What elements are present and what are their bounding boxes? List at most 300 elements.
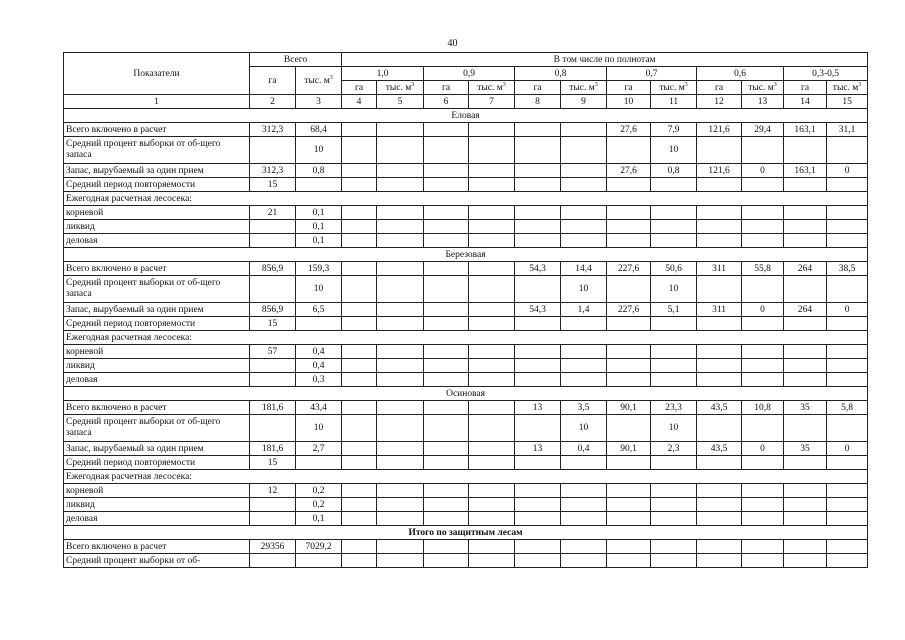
data-cell: 43,5	[697, 401, 742, 415]
data-cell	[377, 345, 424, 359]
column-number: 10	[607, 95, 651, 109]
data-cell	[827, 415, 868, 442]
data-cell	[342, 512, 377, 526]
data-cell	[377, 442, 424, 456]
data-cell: 0,2	[296, 484, 342, 498]
data-cell	[515, 164, 561, 178]
data-cell: 55,8	[742, 262, 784, 276]
data-cell	[607, 276, 651, 303]
data-cell	[742, 345, 784, 359]
table-row	[64, 164, 868, 178]
data-cell	[697, 373, 742, 387]
data-cell	[651, 512, 697, 526]
table-row	[64, 442, 868, 456]
data-cell: 0,1	[296, 206, 342, 220]
header-total: Всего	[250, 53, 342, 67]
data-cell	[469, 234, 515, 248]
data-cell	[827, 554, 868, 568]
data-cell	[561, 345, 607, 359]
column-number: 12	[697, 95, 742, 109]
data-cell	[515, 234, 561, 248]
column-number: 4	[342, 95, 377, 109]
data-cell: 311	[697, 303, 742, 317]
data-cell	[784, 276, 827, 303]
data-cell	[469, 442, 515, 456]
data-cell: 0,1	[296, 220, 342, 234]
data-cell	[607, 498, 651, 512]
header-density-2: 0,8	[515, 67, 607, 81]
data-cell: 14,4	[561, 262, 607, 276]
data-cell: 856,9	[250, 262, 296, 276]
data-cell	[424, 303, 469, 317]
data-cell	[561, 373, 607, 387]
data-cell	[607, 220, 651, 234]
header-total-thous-m3: тыс. $м^3$	[296, 67, 342, 95]
data-cell	[469, 123, 515, 137]
column-number-row	[64, 95, 868, 109]
header-unit-ha: га	[424, 81, 469, 95]
column-number: 1	[64, 95, 250, 109]
data-cell	[742, 498, 784, 512]
data-cell	[607, 178, 651, 192]
data-cell: 163,1	[784, 123, 827, 137]
data-cell	[561, 512, 607, 526]
column-number: 8	[515, 95, 561, 109]
data-cell	[827, 137, 868, 164]
data-cell: 181,6	[250, 401, 296, 415]
data-cell: 15	[250, 178, 296, 192]
data-cell	[469, 276, 515, 303]
data-cell	[784, 415, 827, 442]
data-cell	[424, 359, 469, 373]
row-label: корневой	[64, 484, 250, 498]
cutting-calculation-table	[63, 52, 868, 568]
column-number: 9	[561, 95, 607, 109]
table-row	[64, 345, 868, 359]
data-cell	[250, 359, 296, 373]
data-cell	[607, 554, 651, 568]
data-cell: 10	[561, 276, 607, 303]
header-unit-ha: га	[784, 81, 827, 95]
data-cell	[784, 317, 827, 331]
data-cell	[697, 276, 742, 303]
header-unit-thous-m3: тыс. $м^3$	[377, 81, 424, 95]
data-cell	[515, 206, 561, 220]
data-cell	[377, 498, 424, 512]
row-label: корневой	[64, 206, 250, 220]
data-cell: 0,4	[296, 345, 342, 359]
data-cell	[827, 276, 868, 303]
header-density-5: 0,3-0,5	[784, 67, 868, 81]
data-cell	[424, 401, 469, 415]
data-cell	[607, 415, 651, 442]
data-cell	[424, 206, 469, 220]
data-cell	[697, 206, 742, 220]
column-number: 5	[377, 95, 424, 109]
data-cell: 29,4	[742, 123, 784, 137]
data-cell	[515, 512, 561, 526]
data-cell	[515, 220, 561, 234]
data-cell	[342, 123, 377, 137]
data-cell	[424, 442, 469, 456]
data-cell	[342, 164, 377, 178]
data-cell	[742, 220, 784, 234]
data-cell	[515, 498, 561, 512]
data-cell	[784, 234, 827, 248]
data-cell	[697, 137, 742, 164]
table-row	[64, 498, 868, 512]
data-cell	[784, 220, 827, 234]
data-cell	[469, 137, 515, 164]
data-cell	[607, 234, 651, 248]
data-cell: 10	[651, 276, 697, 303]
table-row	[64, 206, 868, 220]
row-label: Всего включено в расчет	[64, 123, 250, 137]
data-cell	[469, 415, 515, 442]
data-cell	[784, 456, 827, 470]
data-cell: 23,3	[651, 401, 697, 415]
data-cell: 0,1	[296, 512, 342, 526]
data-cell	[250, 220, 296, 234]
data-cell	[742, 359, 784, 373]
data-cell	[607, 456, 651, 470]
data-cell	[697, 512, 742, 526]
data-cell: 0	[827, 164, 868, 178]
row-label: деловая	[64, 512, 250, 526]
data-cell	[827, 456, 868, 470]
data-cell	[377, 262, 424, 276]
data-cell	[424, 262, 469, 276]
data-cell	[469, 373, 515, 387]
row-label: Средний период повторяемости	[64, 456, 250, 470]
header-unit-ha: га	[697, 81, 742, 95]
data-cell	[561, 220, 607, 234]
data-cell	[827, 317, 868, 331]
data-cell: 13	[515, 442, 561, 456]
row-label: деловая	[64, 373, 250, 387]
column-number: 3	[296, 95, 342, 109]
data-cell: 90,1	[607, 442, 651, 456]
data-cell	[377, 359, 424, 373]
data-cell	[651, 554, 697, 568]
data-cell: 15	[250, 456, 296, 470]
data-cell	[342, 234, 377, 248]
data-cell	[424, 317, 469, 331]
data-cell: 121,6	[697, 123, 742, 137]
data-cell: 29356	[250, 540, 296, 554]
data-cell	[342, 262, 377, 276]
data-cell: 0	[827, 442, 868, 456]
data-cell: 43,5	[697, 442, 742, 456]
data-cell	[424, 540, 469, 554]
data-cell	[342, 206, 377, 220]
table-row	[64, 137, 868, 164]
column-number: 13	[742, 95, 784, 109]
data-cell	[469, 164, 515, 178]
table-row	[64, 220, 868, 234]
table-row	[64, 540, 868, 554]
header-unit-ha: га	[342, 81, 377, 95]
data-cell: 159,3	[296, 262, 342, 276]
data-cell	[342, 373, 377, 387]
table-row	[64, 192, 868, 206]
row-label: Всего включено в расчет	[64, 262, 250, 276]
data-cell	[424, 554, 469, 568]
data-cell	[784, 359, 827, 373]
header-density-1: 0,9	[424, 67, 515, 81]
data-cell	[561, 484, 607, 498]
data-cell	[651, 220, 697, 234]
data-cell	[515, 345, 561, 359]
data-cell	[742, 206, 784, 220]
data-cell: 10,8	[742, 401, 784, 415]
table-header	[64, 53, 868, 109]
data-cell	[469, 345, 515, 359]
data-cell	[561, 498, 607, 512]
data-cell	[377, 206, 424, 220]
data-cell	[784, 540, 827, 554]
data-cell	[827, 345, 868, 359]
data-cell	[377, 123, 424, 137]
data-cell: 13	[515, 401, 561, 415]
data-cell: 0,4	[296, 359, 342, 373]
data-cell: 12	[250, 484, 296, 498]
data-cell	[250, 415, 296, 442]
data-cell: 35	[784, 401, 827, 415]
data-cell	[377, 456, 424, 470]
header-unit-thous-m3: тыс. $м^3$	[742, 81, 784, 95]
data-cell: 10	[651, 137, 697, 164]
data-cell	[424, 498, 469, 512]
data-cell	[250, 512, 296, 526]
header-unit-thous-m3: тыс. $м^3$	[469, 81, 515, 95]
data-cell	[697, 456, 742, 470]
data-cell	[424, 345, 469, 359]
data-cell: 50,6	[651, 262, 697, 276]
data-cell	[377, 540, 424, 554]
row-label: Запас, вырубаемый за один прием	[64, 303, 250, 317]
data-cell	[296, 456, 342, 470]
header-density-4: 0,6	[697, 67, 784, 81]
row-label: Средний период повторяемости	[64, 178, 250, 192]
data-cell	[424, 234, 469, 248]
data-cell	[561, 234, 607, 248]
row-label: Запас, вырубаемый за один прием	[64, 164, 250, 178]
data-cell	[697, 234, 742, 248]
table-row	[64, 554, 868, 568]
section-title: Осиновая	[64, 387, 868, 401]
data-cell	[607, 373, 651, 387]
data-cell: 68,4	[296, 123, 342, 137]
table-body	[64, 109, 868, 568]
data-cell: 21	[250, 206, 296, 220]
data-cell	[250, 373, 296, 387]
data-cell	[561, 206, 607, 220]
data-cell: 10	[651, 415, 697, 442]
data-cell	[827, 206, 868, 220]
section-title-row	[64, 248, 868, 262]
row-label: Ежегодная расчетная лесосека:	[64, 470, 868, 484]
data-cell	[561, 317, 607, 331]
table-row	[64, 470, 868, 484]
data-cell	[296, 317, 342, 331]
data-cell	[827, 373, 868, 387]
data-cell	[377, 276, 424, 303]
data-cell	[515, 415, 561, 442]
data-cell	[784, 484, 827, 498]
data-cell	[651, 234, 697, 248]
data-cell	[561, 456, 607, 470]
section-title-row	[64, 526, 868, 540]
row-label: Ежегодная расчетная лесосека:	[64, 331, 868, 345]
data-cell	[515, 359, 561, 373]
data-cell	[515, 317, 561, 331]
data-cell	[469, 540, 515, 554]
header-unit-ha: га	[515, 81, 561, 95]
data-cell	[742, 276, 784, 303]
data-cell	[607, 540, 651, 554]
data-cell	[515, 540, 561, 554]
data-cell: 10	[296, 137, 342, 164]
data-cell	[377, 317, 424, 331]
data-cell	[342, 442, 377, 456]
data-cell	[742, 512, 784, 526]
data-cell	[561, 178, 607, 192]
table-row	[64, 373, 868, 387]
data-cell	[742, 540, 784, 554]
data-cell: 35	[784, 442, 827, 456]
data-cell	[607, 206, 651, 220]
data-cell: 264	[784, 303, 827, 317]
data-cell	[424, 512, 469, 526]
data-cell	[424, 123, 469, 137]
row-label: Всего включено в расчет	[64, 401, 250, 415]
row-label: Всего включено в расчет	[64, 540, 250, 554]
data-cell	[651, 178, 697, 192]
data-cell	[697, 178, 742, 192]
data-cell: 7029,2	[296, 540, 342, 554]
data-cell	[742, 178, 784, 192]
data-cell	[697, 359, 742, 373]
data-cell	[607, 484, 651, 498]
row-label: ликвид	[64, 498, 250, 512]
data-cell	[561, 137, 607, 164]
table-row	[64, 123, 868, 137]
data-cell	[469, 498, 515, 512]
column-number: 6	[424, 95, 469, 109]
data-cell: 7,9	[651, 123, 697, 137]
data-cell: 1,4	[561, 303, 607, 317]
data-cell	[784, 554, 827, 568]
section-title-row	[64, 109, 868, 123]
data-cell: 227,6	[607, 303, 651, 317]
table-row	[64, 512, 868, 526]
data-cell	[515, 178, 561, 192]
table-row	[64, 276, 868, 303]
data-cell	[607, 137, 651, 164]
table-row	[64, 234, 868, 248]
data-cell	[827, 540, 868, 554]
data-cell	[469, 303, 515, 317]
data-cell: 0	[742, 303, 784, 317]
data-cell	[651, 359, 697, 373]
data-cell	[469, 220, 515, 234]
row-label: Запас, вырубаемый за один прием	[64, 442, 250, 456]
data-cell: 0,4	[561, 442, 607, 456]
data-cell	[561, 554, 607, 568]
data-cell	[250, 554, 296, 568]
data-cell	[742, 137, 784, 164]
data-cell	[784, 498, 827, 512]
data-cell: 54,3	[515, 303, 561, 317]
data-cell	[469, 317, 515, 331]
header-indicators: Показатели	[64, 53, 250, 95]
data-cell	[469, 401, 515, 415]
data-cell	[697, 484, 742, 498]
data-cell: 0,3	[296, 373, 342, 387]
data-cell	[607, 317, 651, 331]
data-cell: 2,3	[651, 442, 697, 456]
data-cell	[377, 554, 424, 568]
data-cell	[697, 540, 742, 554]
header-unit-ha: га	[607, 81, 651, 95]
data-cell	[742, 484, 784, 498]
data-cell	[342, 484, 377, 498]
data-cell	[827, 498, 868, 512]
section-title: Березовая	[64, 248, 868, 262]
data-cell	[827, 512, 868, 526]
data-cell: 54,3	[515, 262, 561, 276]
table-row	[64, 401, 868, 415]
data-cell	[742, 317, 784, 331]
data-cell	[561, 359, 607, 373]
data-cell	[742, 373, 784, 387]
data-cell	[784, 512, 827, 526]
data-cell	[424, 373, 469, 387]
data-cell	[784, 373, 827, 387]
data-cell: 2,7	[296, 442, 342, 456]
data-cell	[377, 512, 424, 526]
row-label: Ежегодная расчетная лесосека:	[64, 192, 868, 206]
data-cell	[342, 303, 377, 317]
table-row	[64, 456, 868, 470]
data-cell: 0,2	[296, 498, 342, 512]
header-density-3: 0,7	[607, 67, 697, 81]
section-title: Итого по защитным лесам	[64, 526, 868, 540]
table-row	[64, 484, 868, 498]
header-unit-thous-m3: тыс. $м^3$	[827, 81, 868, 95]
data-cell	[469, 206, 515, 220]
data-cell	[469, 359, 515, 373]
page-number: 40	[447, 38, 458, 49]
column-number: 7	[469, 95, 515, 109]
data-cell	[515, 373, 561, 387]
data-cell	[784, 206, 827, 220]
row-label: Средний процент выборки от об-щего запаса	[64, 137, 250, 164]
table-row	[64, 415, 868, 442]
data-cell	[424, 178, 469, 192]
data-cell: 27,6	[607, 123, 651, 137]
data-cell: 3,5	[561, 401, 607, 415]
data-cell: 311	[697, 262, 742, 276]
data-cell	[342, 498, 377, 512]
data-cell	[377, 484, 424, 498]
data-cell: 264	[784, 262, 827, 276]
data-cell	[377, 415, 424, 442]
data-cell	[342, 554, 377, 568]
data-cell	[250, 276, 296, 303]
header-by-density: В том числе по полнотам	[342, 53, 868, 67]
